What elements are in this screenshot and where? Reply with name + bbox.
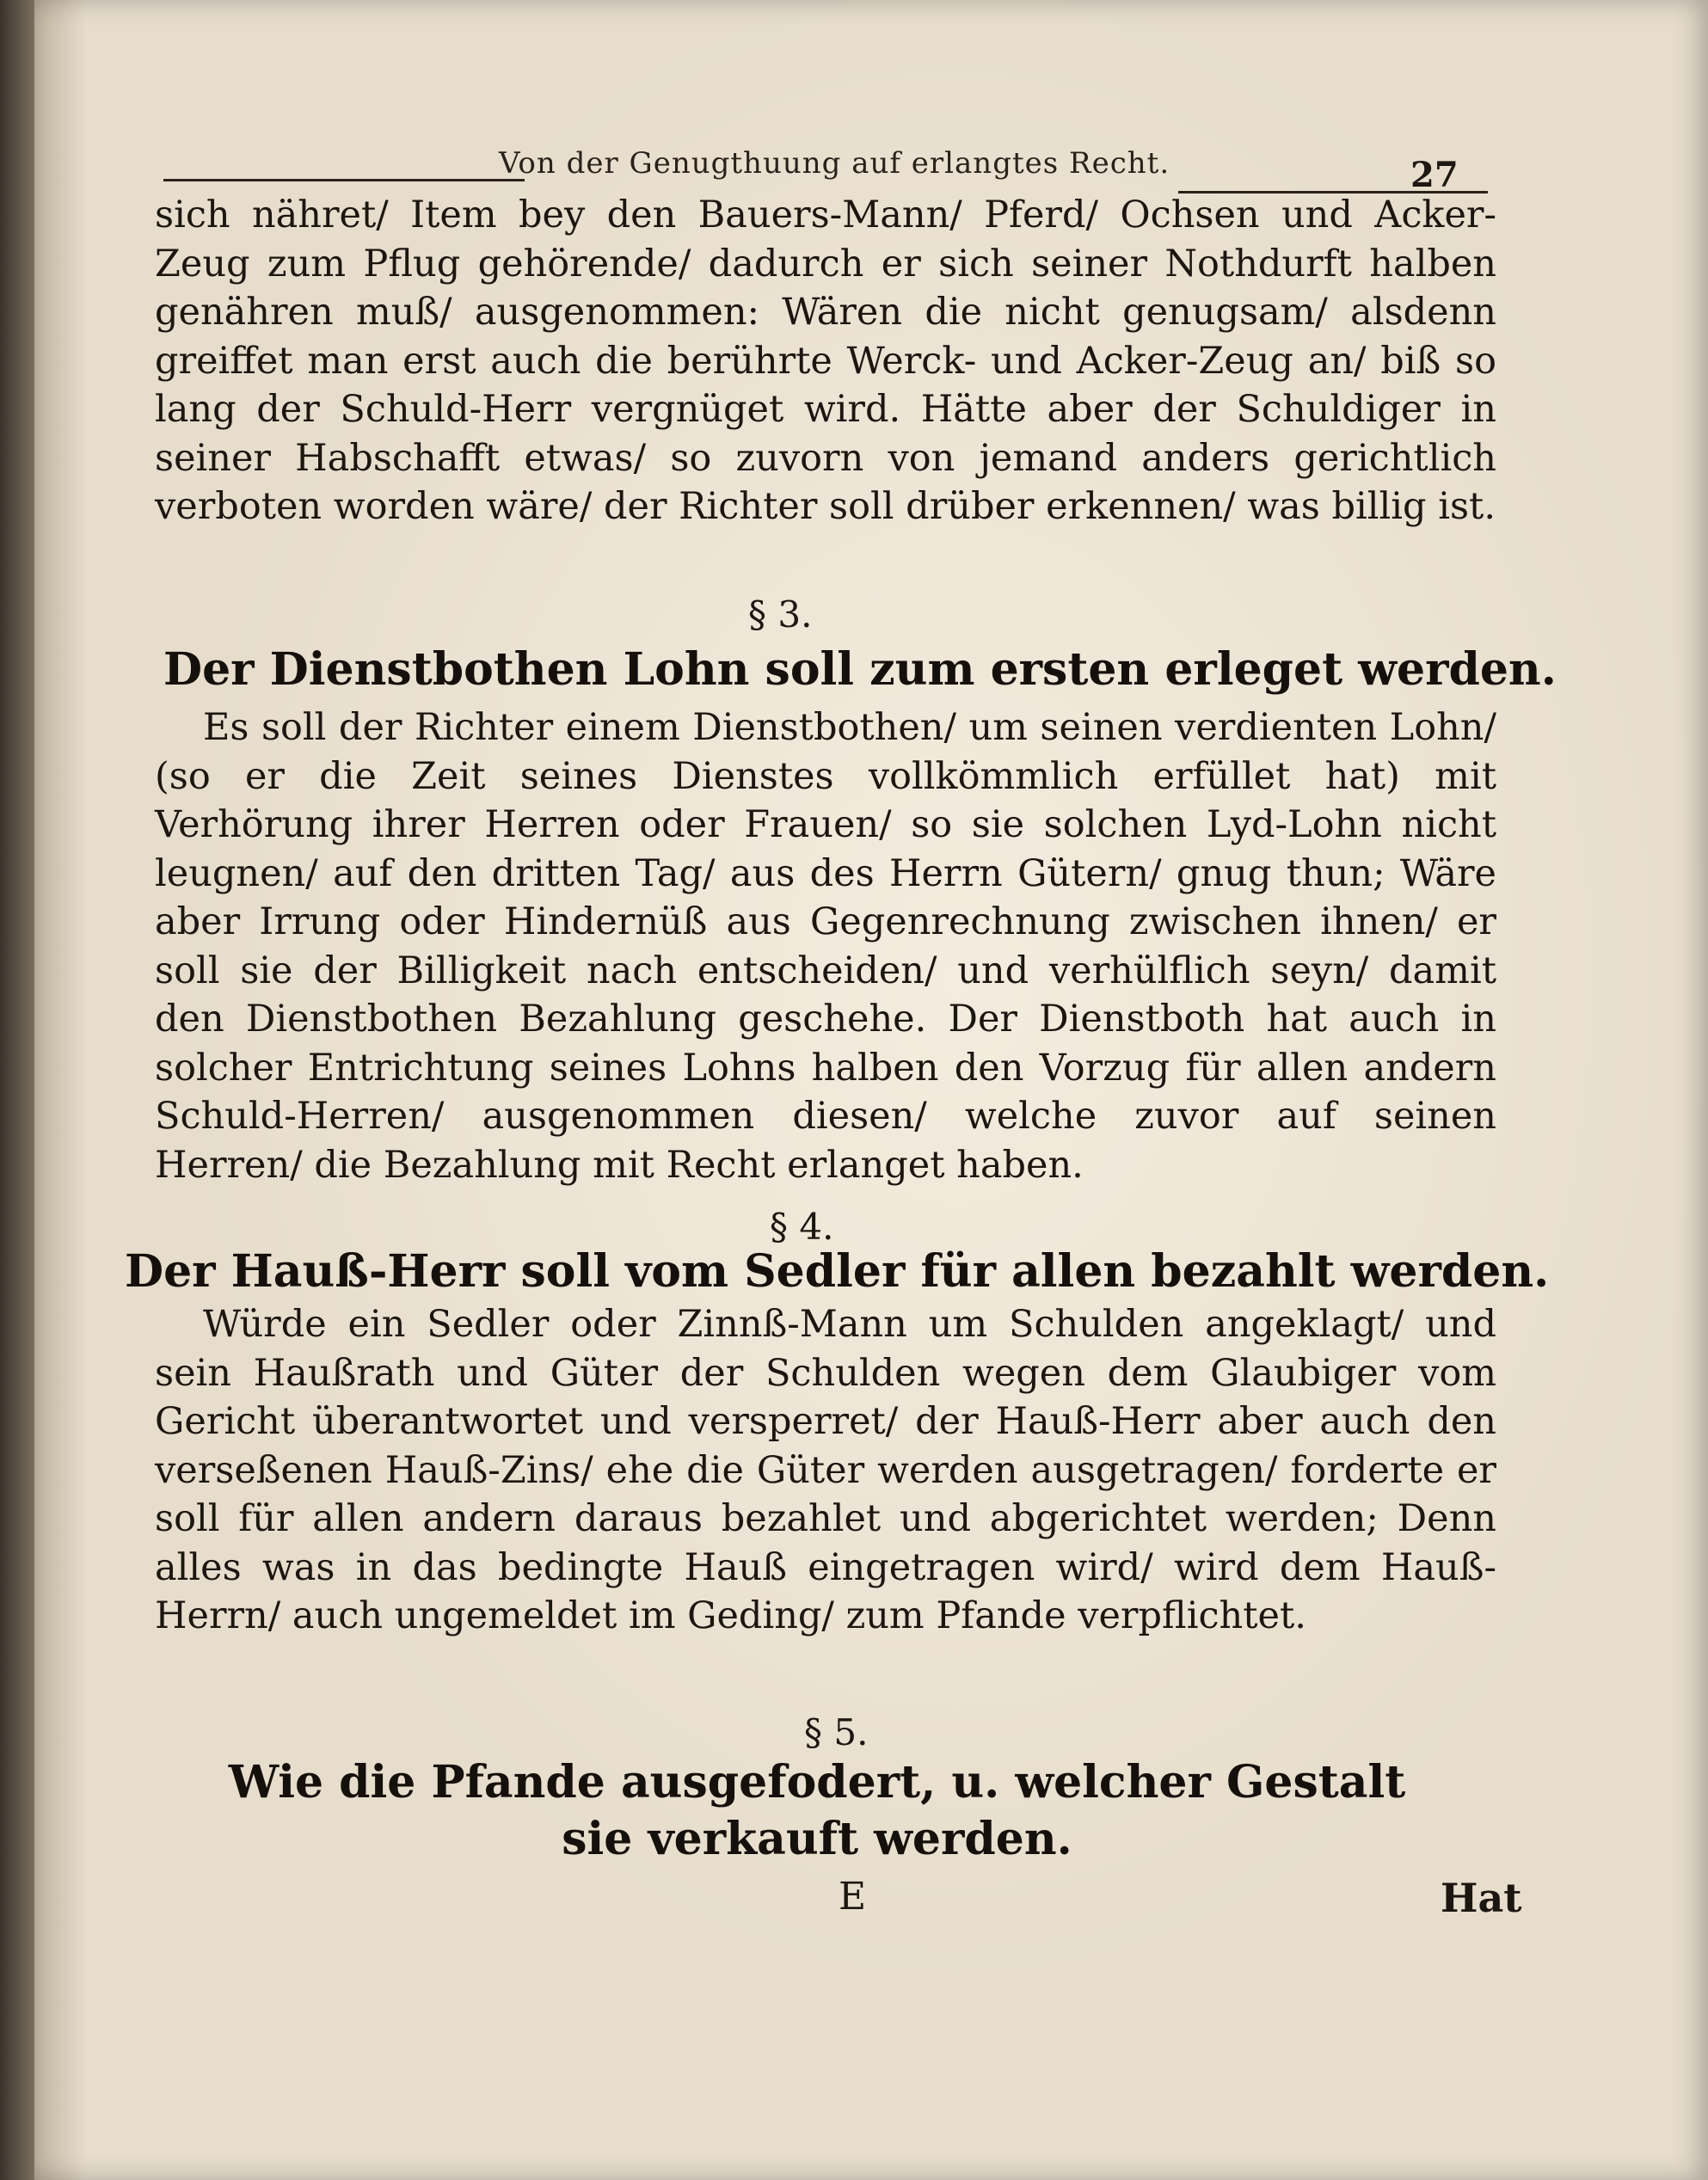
section-heading-4: Der Hauß-Herr soll vom Sedler für allen bezahlt werden. — [125, 1245, 1550, 1298]
paragraph-section-4: Würde ein Sedler oder Zinnß-Mann um Schulden angeklagt/ und sein Haußrath und Güter der Schulden wegen dem Glaubiger vom Gericht überantwortet und versperret/ der Hauß-Herr aber auch den verseßenen Hauß-Zins/ ehe die Güter werden ausgetragen/ forderte er soll für allen andern daraus bezahlet und abgerichtet werden; Denn alles was in das bedingte Hauß eingetragen wird/ wird dem Hauß-Herrn/ auch ungemeldet im Geding/ zum Pfande verpflichtet. — [155, 1303, 1496, 1637]
section-mark-4: § 4. — [770, 1206, 834, 1248]
page-number: 27 — [1410, 155, 1459, 195]
book-page — [34, 0, 1708, 2180]
paragraph-continued: sich nähret/ Item bey den Bauers-Mann/ Pferd/ Ochsen und Acker-Zeug zum Pflug gehörende/ dadurch er sich seiner Nothdurft halben genähren muß/ ausgenommen: Wären die nicht genugsam/ alsdenn greiffet man erst auch die berührte Werck- und Acker-Zeug an/ biß so lang der Schuld-Herr vergnüget wird. Hätte aber der Schuldiger in seiner Habschafft etwas/ so zuvorn von jemand anders gerichtlich verboten worden wäre/ der Richter soll drüber erkennen/ was billig ist. — [155, 193, 1496, 528]
running-title: Von der Genugthuung auf erlangtes Recht. — [499, 146, 1170, 181]
header-rule-left — [163, 179, 525, 181]
catchword: Hat — [1441, 1875, 1522, 1921]
section-mark-3: § 3. — [748, 593, 813, 636]
book-spine-shadow — [0, 0, 34, 2180]
signature-mark: E — [839, 1875, 867, 1919]
paragraph-section-3: Es soll der Richter einem Dienstbothen/ um seinen verdienten Lohn/ (so er die Zeit seines Dienstes vollkömmlich erfüllet hat) mit Verhörung ihrer Herren oder Frauen/ so sie solchen Lyd-Lohn nicht leugnen/ auf den dritten Tag/ aus des Herrn Gütern/ gnug thun; Wäre aber Irrung oder Hindernüß aus Gegenrechnung zwischen ihnen/ er soll sie der Billigkeit nach entscheiden/ und verhülflich seyn/ damit den Dienstbothen Bezahlung geschehe. Der Dienstboth hat auch in solcher Entrichtung seines Lohns halben den Vorzug für allen andern Schuld-Herren/ ausgenommen diesen/ welche zuvor auf seinen Herren/ die Bezahlung mit Recht erlanget haben. — [155, 706, 1496, 1187]
section-heading-5: Wie die Pfande ausgefodert, u. welcher Gestalt sie verkauft werden. — [228, 1756, 1406, 1865]
section-heading-3: Der Dienstbothen Lohn soll zum ersten erleget werden. — [163, 643, 1557, 696]
section-mark-5: § 5. — [804, 1711, 869, 1753]
